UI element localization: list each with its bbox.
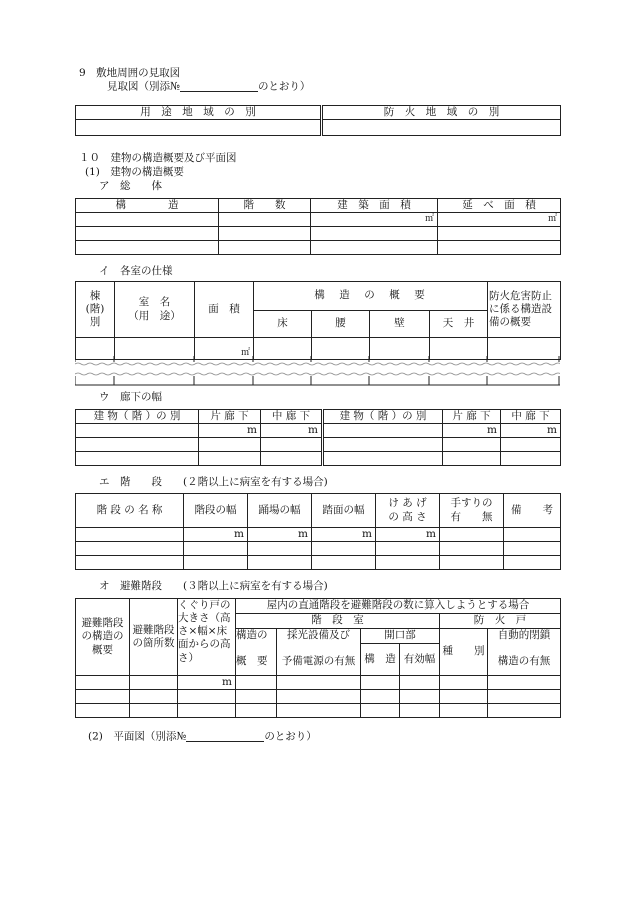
o-header-opening-structure: 構 造 (361, 644, 400, 676)
u-unit-m: m (199, 424, 261, 438)
i-unit-m2: ㎡ (195, 338, 254, 360)
o-header-stair-room: 階 段 室 (236, 614, 440, 629)
room-spec-table (75, 281, 561, 360)
o-header-kind: 種 別 (440, 629, 488, 676)
a-header-total-area: 延 べ 面 積 (438, 199, 561, 213)
u-unit-m: m (443, 424, 501, 438)
section-9-sub-suffix: のとおり） (257, 80, 311, 93)
o-title: オ 避難階段 (３階以上に病室を有する場合) (99, 580, 328, 592)
zoning-use-header: 用 途 地 域 の 別 (76, 106, 322, 120)
evacuation-stairs-table (75, 598, 561, 718)
e-header-tread: 踏面の幅 (312, 494, 376, 528)
zoning-table (75, 105, 561, 136)
e-unit-m: m (184, 528, 248, 542)
e-header-name: 階 段 の 名 称 (76, 494, 184, 528)
o-header-lighting: 採光設備及び 予備電源の有無 (277, 629, 361, 676)
e-unit-m: m (312, 528, 376, 542)
i-header-building: 棟 (階) 別 (76, 282, 115, 338)
o-header-structure-outline: 構造の 概 要 (236, 629, 277, 676)
i-header-room: 室 名 （用 途） (115, 282, 195, 338)
i-header-fire-prevention: 防火危害防止 に係る構造設 備の概要 (488, 282, 561, 338)
table-break-mark (75, 356, 560, 386)
i-header-ceiling: 天 井 (430, 311, 488, 338)
o-header-count: 避難階段 の箇所数 (130, 599, 178, 676)
u-header-building-1: 建 物（ 階 ）の 別 (76, 410, 199, 424)
a-header-building-area: 建 築 面 積 (311, 199, 438, 213)
e-title: エ 階 段 (２階以上に病室を有する場合) (99, 476, 328, 488)
e-header-riser: け あ げ の 高 さ (376, 494, 440, 528)
a-unit-m2: ㎡ (438, 213, 561, 227)
u-header-building-2: 建 物（ 階 ）の 別 (323, 410, 443, 424)
u-title: ウ 廊下の幅 (99, 391, 162, 403)
u-header-single-2: 片 廊 下 (443, 410, 501, 424)
zoning-use-cell (76, 120, 322, 136)
i-header-area: 面 積 (195, 282, 254, 338)
e-unit-m: m (376, 528, 440, 542)
a-header-structure: 構 造 (76, 199, 219, 213)
section-10-sub2 (88, 731, 317, 742)
section-9-title: 9 敷地周囲の見取図 (79, 67, 181, 79)
o-unit-m: m (178, 676, 236, 690)
a-title: ア 総 体 (99, 180, 162, 192)
attachment-number-blank (180, 81, 258, 92)
e-unit-m: m (248, 528, 312, 542)
u-header-center-1: 中 廊 下 (261, 410, 323, 424)
i-header-floor: 床 (254, 311, 312, 338)
section-9-subtitle (107, 81, 310, 92)
section-9-sub-prefix: 見取図（別添№ (107, 80, 180, 93)
e-header-handrail: 手すりの 有 無 (440, 494, 504, 528)
o-header-opening-width: 有効幅 (400, 644, 440, 676)
o-header-opening: 開口部 (361, 629, 440, 644)
section-10-sub1: (1) 建物の構造概要 (85, 166, 184, 178)
o-header-structure: 避難階段 の構造の 概要 (76, 599, 130, 676)
i-header-waist: 腰 (312, 311, 370, 338)
stairs-table (75, 493, 561, 570)
e-header-width: 階段の幅 (184, 494, 248, 528)
zoning-fire-cell (322, 120, 561, 136)
e-header-notes: 備 考 (504, 494, 561, 528)
u-unit-m: m (261, 424, 323, 438)
overall-table (75, 198, 561, 255)
attachment-number-blank-2 (186, 731, 264, 742)
u-header-center-2: 中 廊 下 (501, 410, 561, 424)
o-header-autoclose: 自動的閉鎖 構造の有無 (488, 629, 561, 676)
u-header-single-1: 片 廊 下 (199, 410, 261, 424)
o-header-kuguri: くぐり戸の 大きさ（高 さ×幅×床 面からの高 さ） (178, 599, 236, 676)
a-unit-m2: ㎡ (311, 213, 438, 227)
o-header-fire-door: 防 火 戸 (440, 614, 561, 629)
sub2-suffix: のとおり） (264, 730, 317, 743)
o-header-indoor-stairs: 屋内の直通階段を避難階段の数に算入しようとする場合 (236, 599, 561, 614)
u-unit-m: m (501, 424, 561, 438)
zoning-fire-header: 防 火 地 域 の 別 (322, 106, 561, 120)
i-header-wall: 壁 (370, 311, 430, 338)
sub2-prefix: (2) 平面図（別添№ (88, 730, 187, 743)
a-header-floors: 階 数 (219, 199, 311, 213)
e-header-landing: 踊場の幅 (248, 494, 312, 528)
i-title: イ 各室の仕様 (99, 265, 173, 277)
i-header-structure: 構 造 の 概 要 (254, 282, 488, 311)
section-10-title: １０ 建物の構造概要及び平面図 (79, 152, 237, 164)
corridor-width-table (75, 409, 561, 466)
